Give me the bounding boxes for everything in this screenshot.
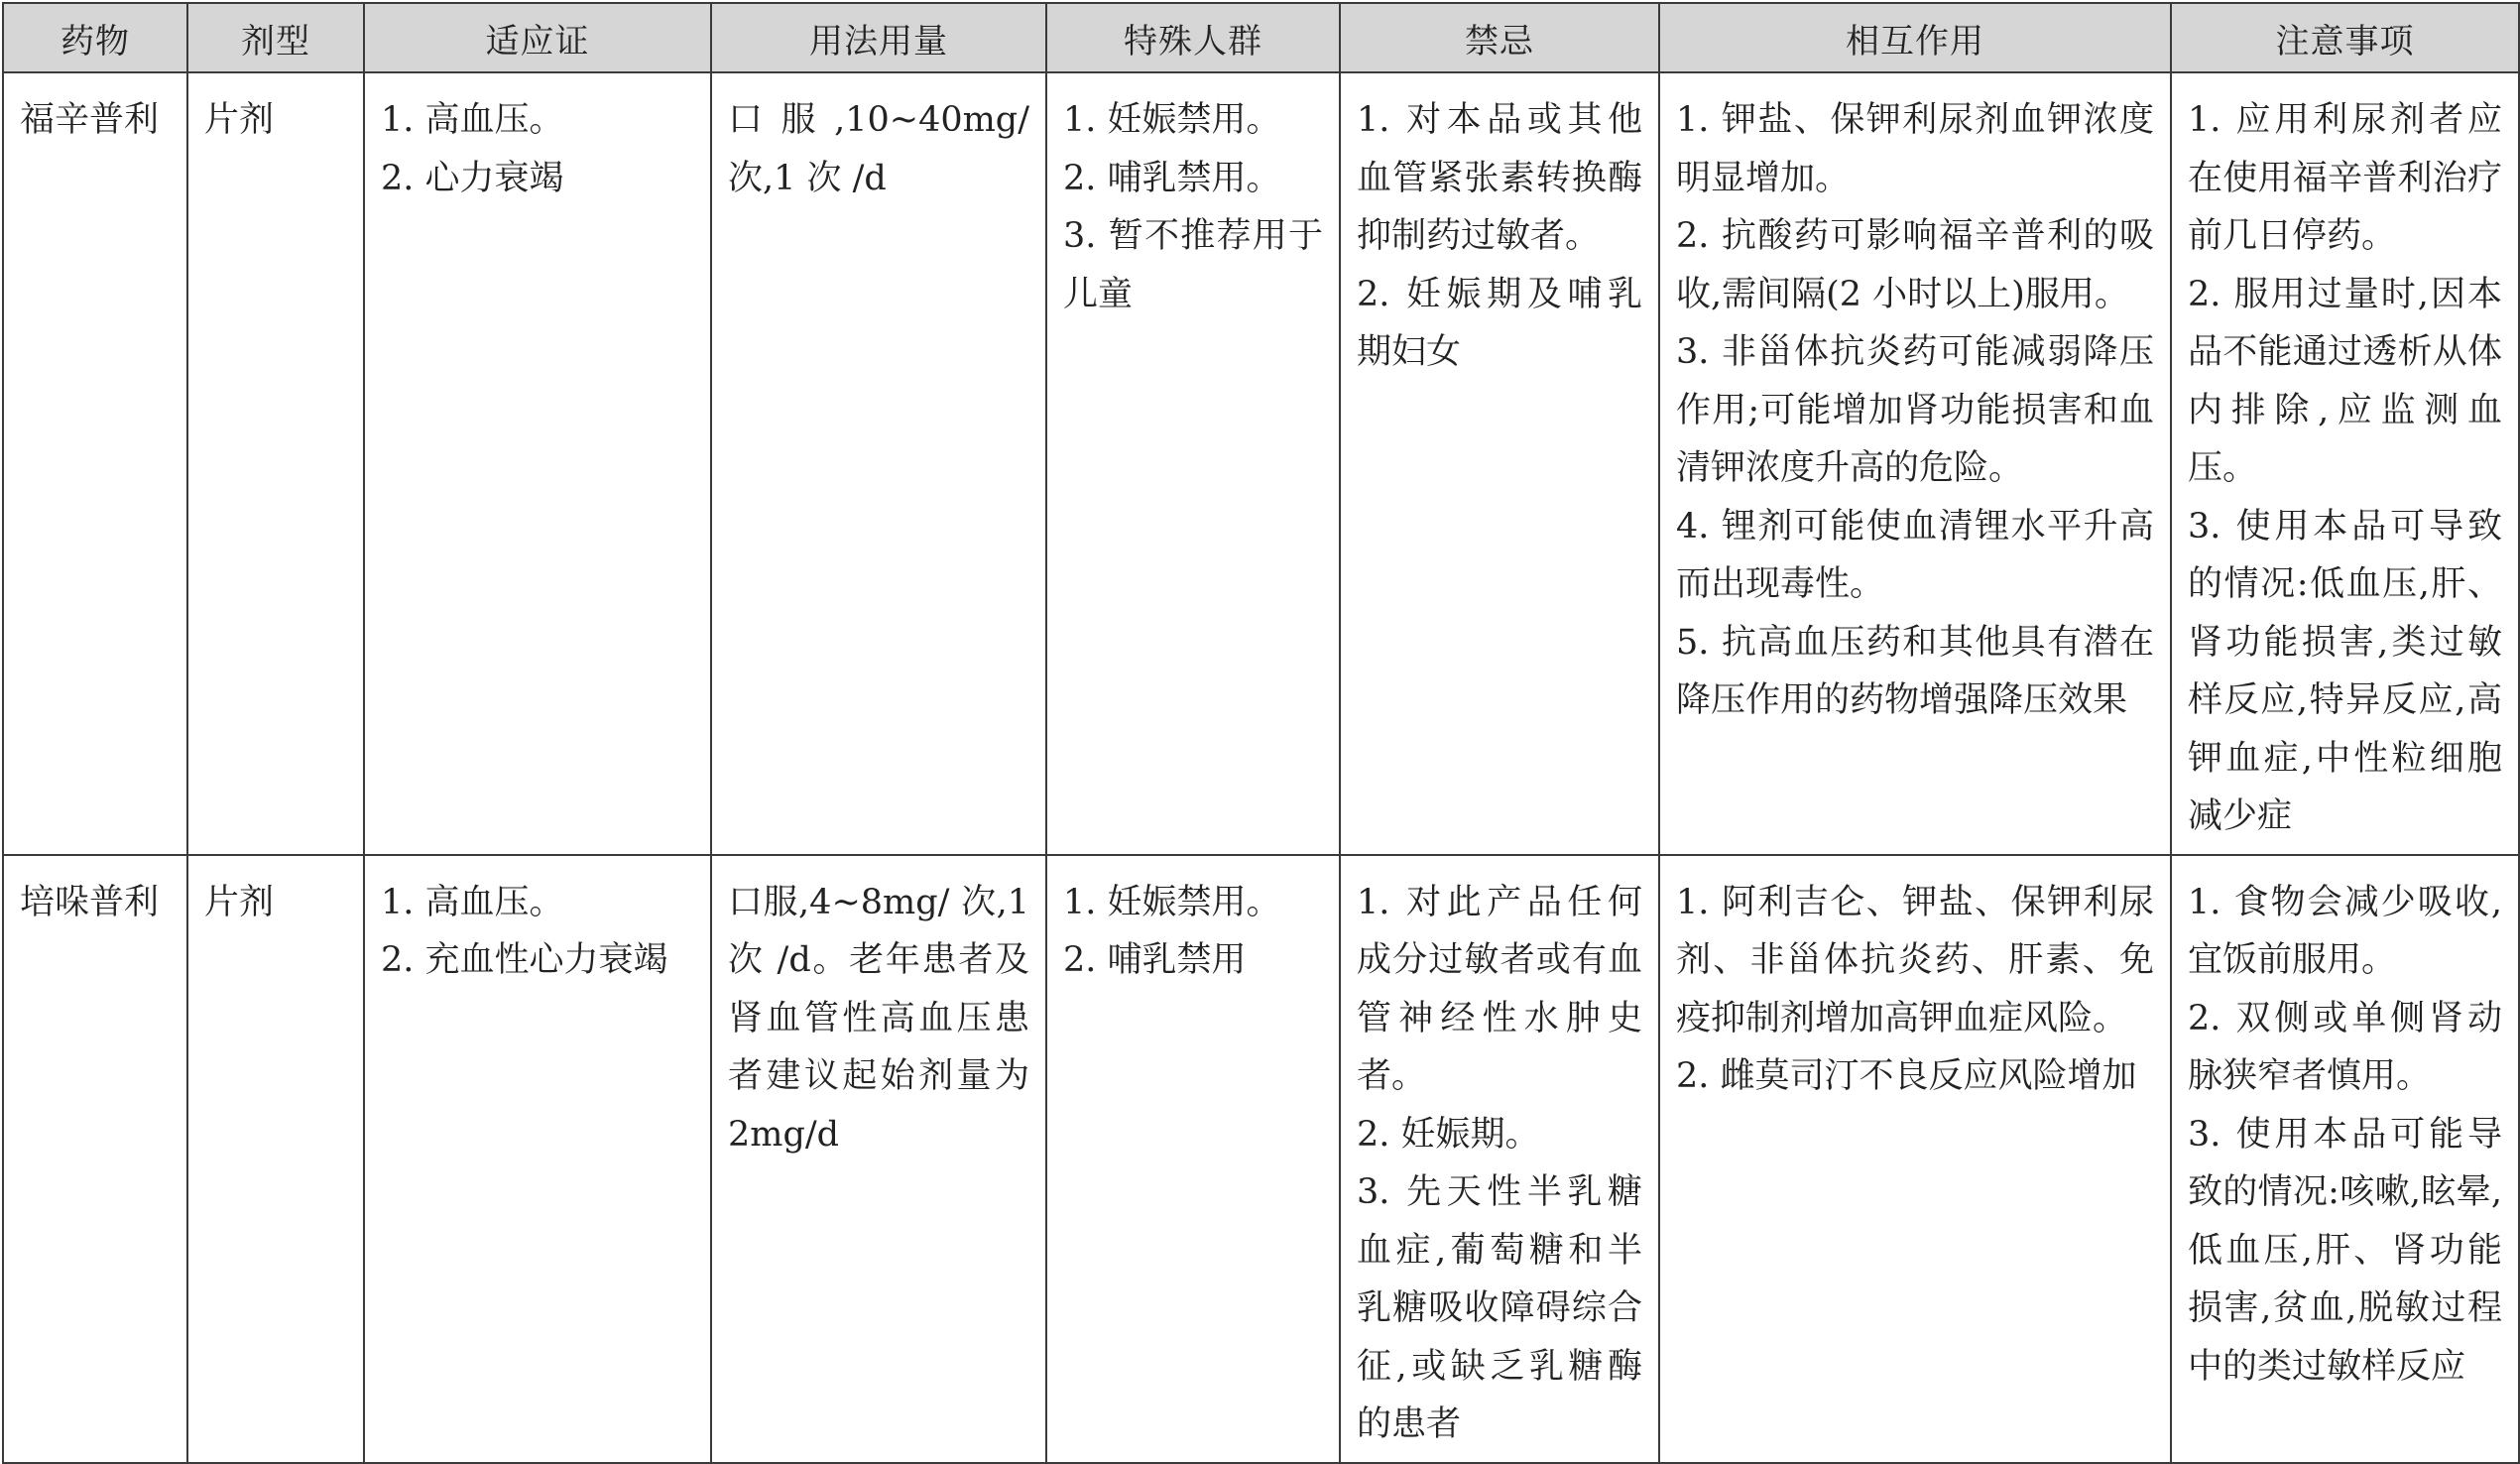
special-population-item: 2. 哺乳禁用 [1063, 940, 1247, 980]
cell-dosage [711, 855, 1046, 1463]
indication-item: 1. 高血压。 [381, 100, 564, 140]
dosage-form: 片剂 [204, 882, 275, 922]
indication-item: 2. 心力衰竭 [381, 158, 564, 198]
interaction-item: 2. 抗酸药可影响福辛普利的吸收,需间隔(2 小时以上)服用。 [1676, 216, 2154, 314]
dosage-form: 片剂 [204, 100, 275, 140]
special-population-item: 1. 妊娠禁用。 [1063, 882, 1281, 922]
contraindication-item: 1. 对此产品任何成分过敏者或有血管神经性水肿史者。 [1357, 882, 1642, 1096]
header-contraindications: 禁忌 [1340, 3, 1659, 72]
cell-form [187, 855, 364, 1463]
indication-item: 2. 充血性心力衰竭 [381, 940, 668, 980]
cell-indications [364, 855, 711, 1463]
cell-indications [364, 72, 711, 855]
table-header-row [3, 3, 2519, 72]
interaction-item: 3. 非甾体抗炎药可能减弱降压作用;可能增加肾功能损害和血清钾浓度升高的危险。 [1676, 332, 2154, 488]
contraindication-item: 1. 对本品或其他血管紧张素转换酶抑制药过敏者。 [1357, 100, 1642, 256]
drug-name: 培哚普利 [20, 882, 160, 922]
cell-special-populations [1046, 72, 1340, 855]
interaction-item: 5. 抗高血压药和其他具有潜在降压作用的药物增强降压效果 [1676, 622, 2154, 720]
cell-precautions [2171, 855, 2519, 1463]
precaution-item: 2. 双侧或单侧肾动脉狭窄者慎用。 [2188, 998, 2502, 1096]
special-population-item: 1. 妊娠禁用。 [1063, 100, 1281, 140]
cell-drug [3, 72, 187, 855]
precaution-item: 1. 食物会减少吸收,宜饭前服用。 [2188, 882, 2502, 980]
dosage-item: 口服,4~8mg/ 次,1 次 /d。老年患者及肾血管性高血压患者建议起始剂量为 2mg/d [728, 882, 1029, 1155]
contraindication-item: 3. 先天性半乳糖血症,葡萄糖和半乳糖吸收障碍综合征,或缺乏乳糖酶的患者 [1357, 1172, 1642, 1444]
table-row [3, 855, 2519, 1463]
header-interactions: 相互作用 [1659, 3, 2171, 72]
drug-name: 福辛普利 [20, 100, 160, 140]
interaction-item: 2. 雌莫司汀不良反应风险增加 [1676, 1056, 2137, 1096]
header-indications: 适应证 [364, 3, 711, 72]
indication-item: 1. 高血压。 [381, 882, 564, 922]
header-dosage: 用法用量 [711, 3, 1046, 72]
table-row [3, 72, 2519, 855]
special-population-item: 3. 暂不推荐用于儿童 [1063, 216, 1323, 314]
contraindication-item: 2. 妊娠期。 [1357, 1114, 1540, 1155]
special-population-item: 2. 哺乳禁用。 [1063, 158, 1281, 198]
cell-dosage [711, 72, 1046, 855]
interaction-item: 4. 锂剂可能使血清锂水平升高而出现毒性。 [1676, 506, 2154, 604]
cell-special-populations [1046, 855, 1340, 1463]
header-precautions: 注意事项 [2171, 3, 2519, 72]
header-form: 剂型 [187, 3, 364, 72]
drug-comparison-table [2, 2, 2520, 1464]
contraindication-item: 2. 妊娠期及哺乳期妇女 [1357, 274, 1642, 372]
cell-precautions [2171, 72, 2519, 855]
precaution-item: 3. 使用本品可能导致的情况:咳嗽,眩晕,低血压,肝、肾功能损害,贫血,脱敏过程中的类过敏样反应 [2188, 1114, 2502, 1387]
cell-interactions [1659, 72, 2171, 855]
header-drug: 药物 [3, 3, 187, 72]
cell-drug [3, 855, 187, 1463]
interaction-item: 1. 钾盐、保钾利尿剂血钾浓度明显增加。 [1676, 100, 2154, 198]
cell-contraindications [1340, 72, 1659, 855]
precaution-item: 2. 服用过量时,因本品不能通过透析从体内排除,应监测血压。 [2188, 274, 2502, 488]
cell-contraindications [1340, 855, 1659, 1463]
dosage-item: 口服,10~40mg/ 次,1 次 /d [728, 100, 1029, 198]
header-special-populations: 特殊人群 [1046, 3, 1340, 72]
precaution-item: 3. 使用本品可导致的情况:低血压,肝、肾功能损害,类过敏样反应,特异反应,高钾血症,中性粒细胞减少症 [2188, 506, 2502, 836]
cell-form [187, 72, 364, 855]
interaction-item: 1. 阿利吉仑、钾盐、保钾利尿剂、非甾体抗炎药、肝素、免疫抑制剂增加高钾血症风险。 [1676, 882, 2154, 1038]
precaution-item: 1. 应用利尿剂者应在使用福辛普利治疗前几日停药。 [2188, 100, 2502, 256]
cell-interactions [1659, 855, 2171, 1463]
